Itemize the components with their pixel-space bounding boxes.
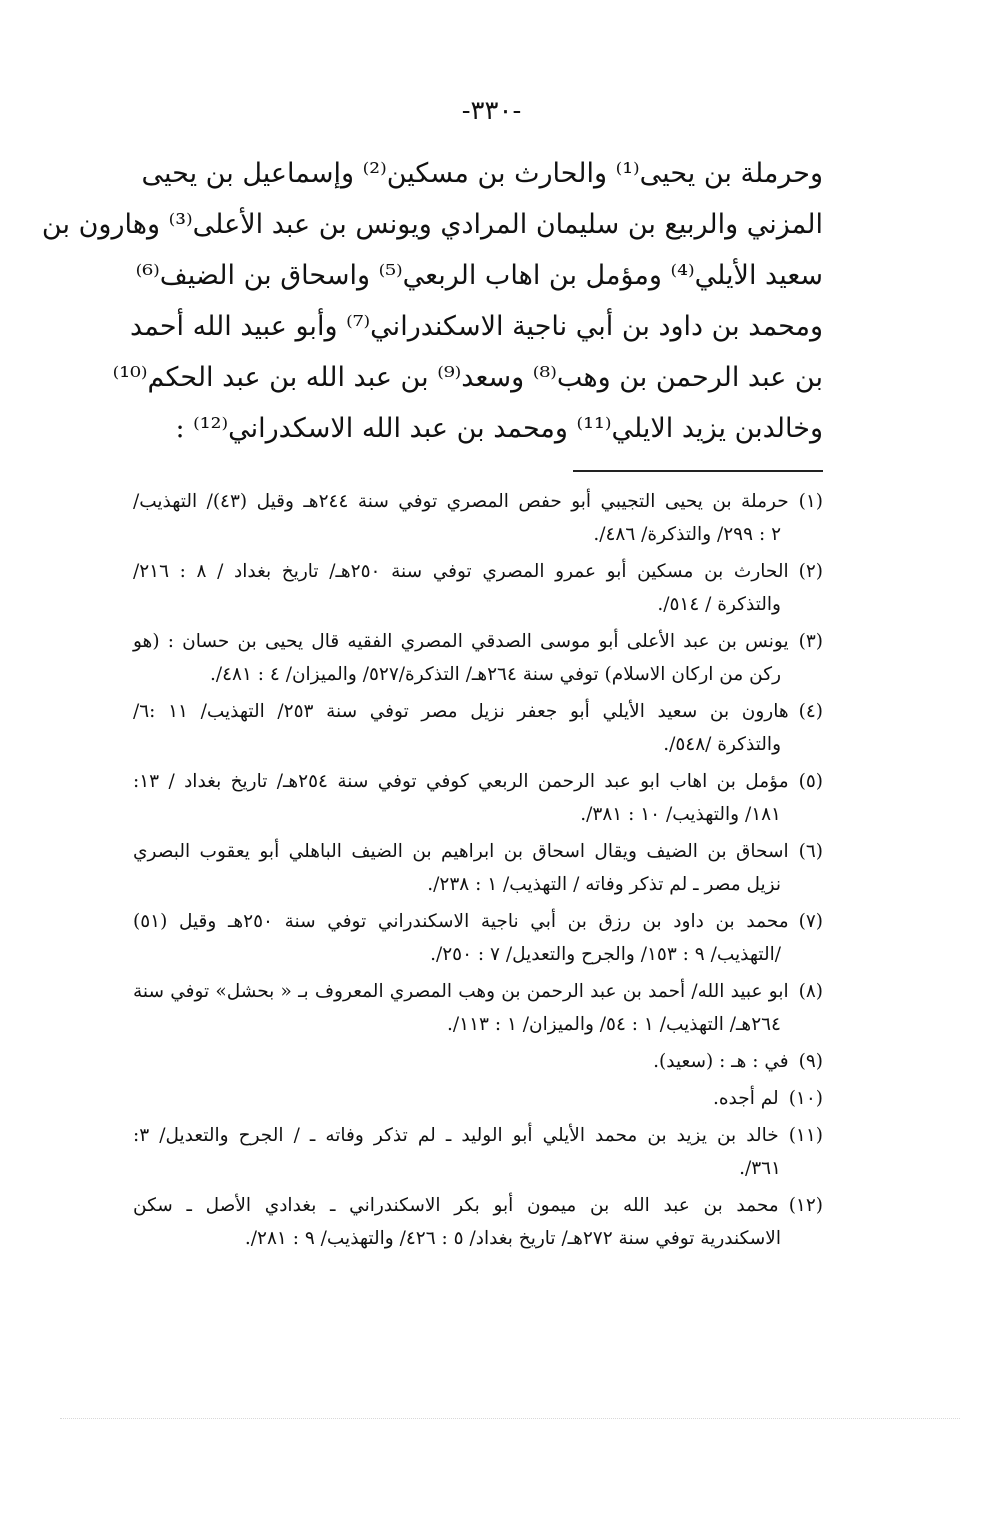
footnote-line: الاسكندرية توفي سنة ٢٧٢هـ/ تاريخ بغداد/ ٥ : ٤٢٦/ والتهذيب/ ٩ : ٢٨١/. (244, 1228, 781, 1249)
footnote-text: في : هـ : (سعيد). (653, 1051, 789, 1072)
footnote-text: مؤمل بن اهاب ابو عبد الرحمن الربعي كوفي توفي سنة ٢٥٤هـ/ تاريخ بغداد / ١٣: (133, 771, 789, 792)
main-text (41, 148, 823, 454)
footnote-line: ركن من اركان الاسلام) توفي سنة ٢٦٤هـ/ التذكرة/٥٢٧/ والميزان/ ٤ : ٤٨١/. (209, 664, 781, 685)
main-text-line: وحرملة بن يحيى⁽¹⁾ والحارث بن مسكين⁽²⁾ وإسماعيل بن يحيى (141, 158, 823, 189)
footnote-7 (133, 905, 823, 971)
footnotes (133, 485, 823, 1259)
footnote-text: حرملة بن يحيى التجيبي أبو حفص المصري توفي سنة ٢٤٤هـ وقيل (٤٣)/ التهذيب/ (133, 491, 789, 512)
footnote-number: (١٢) (788, 1195, 823, 1216)
footnote-text: يونس بن عبد الأعلى أبو موسى الصدقي المصري الفقيه قال يحيى بن حسان : (هو (133, 631, 789, 652)
footnote-1 (133, 485, 823, 551)
footnote-number: (٢) (798, 561, 824, 582)
footnote-line (133, 905, 823, 938)
footnote-text: محمد بن داود بن رزق بن أبي ناجية الاسكندراني توفي سنة ٢٥٠هـ وقيل (٥١) (133, 911, 789, 932)
main-text-line: بن عبد الرحمن بن وهب⁽⁸⁾ وسعد⁽⁹⁾ بن عبد الله بن عبد الحكم⁽¹⁰⁾ (112, 362, 823, 393)
footnote-text: خالد بن يزيد بن محمد الأيلي أبو الوليد ـ لم تذكر وفاته ـ / الجرح والتعديل/ ٣: (133, 1125, 779, 1146)
footnote-5 (133, 765, 823, 831)
footnote-line (133, 1045, 823, 1078)
main-text-line: ومحمد بن داود بن أبي ناجية الاسكندراني⁽⁷⁾ وأبو عبيد الله أحمد (130, 311, 823, 342)
footnote-number: (٦) (798, 841, 823, 862)
main-text-line: سعيد الأيلي⁽⁴⁾ ومؤمل بن اهاب الربعي⁽⁵⁾ واسحاق بن الضيف⁽⁶⁾ (135, 260, 823, 291)
footnote-line (133, 1119, 823, 1152)
footnote-line: والتذكرة /٥٤٨/. (663, 734, 781, 755)
footnote-number: (٤) (798, 701, 823, 722)
footnote-number: (٨) (798, 981, 823, 1002)
footnote-4 (133, 695, 823, 761)
footnote-line (133, 835, 823, 868)
footnote-text: الحارث بن مسكين أبو عمرو المصري توفي سنة ٢٥٠هـ/ تاريخ بغداد / ٨ : ٢١٦/ (133, 561, 789, 582)
footnote-number: (٩) (798, 1051, 823, 1072)
footnote-line (133, 765, 823, 798)
footnote-9 (133, 1045, 823, 1078)
footnote-line (133, 695, 823, 728)
footnote-number: (١) (798, 491, 824, 512)
scan-edge-line (60, 1418, 960, 1419)
footnote-number: (٣) (798, 631, 823, 652)
footnote-number: (١٠) (788, 1088, 823, 1109)
footnote-number: (٥) (798, 771, 823, 792)
footnote-line: ٢ : ٢٩٩/ والتذكرة/ ٤٨٦/. (593, 524, 781, 545)
footnote-6 (133, 835, 823, 901)
footnote-line (133, 555, 823, 588)
footnote-line: /التهذيب/ ٩ : ١٥٣/ والجرح والتعديل/ ٧ : ٢٥٠/. (430, 944, 781, 965)
footnote-line (133, 1189, 823, 1222)
main-text-line: المزني والربيع بن سليمان المرادي ويونس بن عبد الأعلى⁽³⁾ وهارون بن (41, 209, 823, 240)
footnote-text: محمد بن عبد الله بن ميمون أبو بكر الاسكندراني ـ بغدادي الأصل ـ سكن (133, 1195, 779, 1216)
footnote-12 (133, 1189, 823, 1255)
footnote-line: ١٨١/ والتهذيب/ ١٠ : ٣٨١/. (580, 804, 781, 825)
footnote-text: لم أجده. (712, 1088, 779, 1109)
footnote-11 (133, 1119, 823, 1185)
footnote-text: هارون بن سعيد الأيلي أبو جعفر نزيل مصر توفي سنة ٢٥٣/ التهذيب/ ١١ :٦/ (133, 701, 789, 722)
footnote-line: والتذكرة / ٥١٤/. (657, 594, 781, 615)
footnote-line (133, 1082, 823, 1115)
footnote-line (133, 975, 823, 1008)
footnote-10 (133, 1082, 823, 1115)
footnote-line: نزيل مصر ـ لم تذكر وفاته / التهذيب/ ١ : ٢٣٨/. (427, 874, 781, 895)
main-text-line: وخالدبن يزيد الايلي⁽¹¹⁾ ومحمد بن عبد الله الاسكدراني⁽¹²⁾ : (175, 413, 823, 444)
footnote-line (133, 625, 823, 658)
footnote-number: (١١) (788, 1125, 823, 1146)
footnote-text: اسحاق بن الضيف ويقال اسحاق بن ابراهيم بن الضيف الباهلي أبو يعقوب البصري (133, 841, 789, 862)
footnote-3 (133, 625, 823, 691)
footnote-8 (133, 975, 823, 1041)
footnote-separator-rule (573, 470, 823, 472)
page-number: -٣٣٠- (461, 96, 522, 126)
footnote-line: ٣٦١/. (739, 1158, 781, 1179)
footnote-line (133, 485, 823, 518)
footnote-2 (133, 555, 823, 621)
footnote-line: ٢٦٤هـ/ التهذيب/ ١ : ٥٤/ والميزان/ ١ : ١١٣/. (447, 1014, 781, 1035)
footnote-text: ابو عبيد الله/ أحمد بن عبد الرحمن بن وهب المصري المعروف بـ « بحشل» توفي سنة (133, 981, 789, 1002)
footnote-number: (٧) (798, 911, 823, 932)
